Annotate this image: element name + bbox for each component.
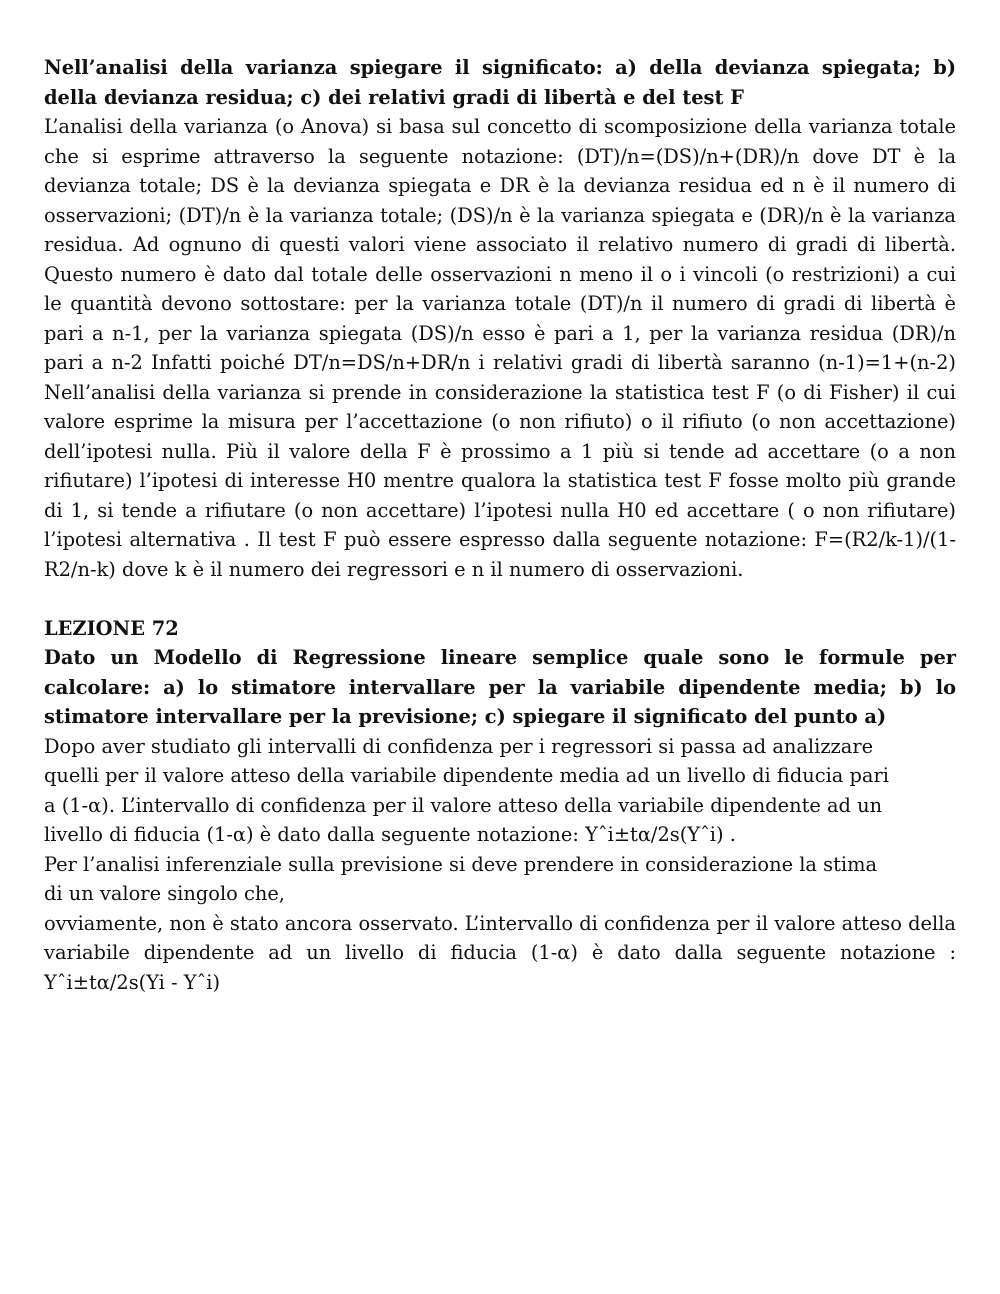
answer-line: a (1-α). L’intervallo di confidenza per il valore atteso della variabile dipendente ad un xyxy=(44,793,883,817)
question-heading-2: Dato un Modello di Regressione lineare semplice quale sono le formule per calcolare: a) lo stimatore intervallare per la variabile dipendente media; b) lo stimatore intervallare per la previsione; c) spiegare il significato del punto a) xyxy=(44,646,956,728)
answer-line: quelli per il valore atteso della variabile dipendente media ad un livello di fiducia pari xyxy=(44,764,889,787)
answer-line: Dopo aver studiato gli intervalli di confidenza per i regressori si passa ad analizzare xyxy=(44,734,874,758)
answer-paragraph: L’analisi della varianza (o Anova) si basa sul concetto di scomposizione della varianza totale che si esprime attraverso la seguente notazione: (DT)/n=(DS)/n+(DR)/n dove DT è la devianza totale; DS è la devianza spiegata e DR è la devianza residua ed n è il numero di osservazioni; (DT)/n è la varianza totale; (DS)/n è la varianza spiegata e (DR)/n è la varianza residua. Ad ognuno di questi valori viene associato il relativo numero di gradi di libertà. Questo numero è dato dal totale delle osservazioni n meno il o i vincoli (o restrizioni) a cui le quantità devono sottostare: per la varianza totale (DT)/n il numero di gradi di libertà è pari a n-1, per la varianza spiegata (DS)/n esso è pari a 1, per la varianza residua (DR)/n pari a n-2 Infatti poiché DT/n=DS/n+DR/n i relativi gradi di libertà saranno (n-1)=1+(n-2) Nell’analisi della varianza si prende in considerazione la statistica test F (o di Fisher) il cui valore esprime la misura per l’accettazione (o non rifiuto) o il rifiuto (o non accettazione) dell’ipotesi nulla. Più il valore della F è prossimo a 1 più si tende ad accettare (o a non rifiutare) l’ipotesi di interesse H0 mentre qualora la statistica test F fosse molto più grande di 1, si tende a rifiutare (o non accettare) l’ipotesi nulla H0 ed accettare ( o non rifiutare) l’ipotesi alternativa . Il test F può essere espresso dalla seguente notazione: F=(R2/k-1)/(1-R2/n-k) dove k è il numero dei regressori e n il numero di osservazioni. xyxy=(44,115,956,581)
lesson-heading: LEZIONE 72 xyxy=(44,616,179,640)
answer-paragraph-2: ovviamente, non è stato ancora osservato. L’intervallo di confidenza per il valore atteso della variabile dipendente ad un livello di fiducia (1-α) è dato dalla seguente notazione : Yˆi±tα/2s(Yi - Yˆi) xyxy=(44,911,956,994)
document-page xyxy=(44,53,956,997)
question-heading: Nell’analisi della varianza spiegare il significato: a) della devianza spiegata; b) della devianza residua; c) dei relativi gradi di libertà e del test F xyxy=(44,56,956,109)
answer-line: di un valore singolo che, xyxy=(44,882,285,905)
answer-line: livello di fiducia (1-α) è dato dalla seguente notazione: Yˆi±tα/2s(Yˆi) . xyxy=(44,823,736,846)
answer-line: Per l’analisi inferenziale sulla previsione si deve prendere in considerazione la stima xyxy=(44,852,878,876)
paragraph-spacer xyxy=(44,584,956,614)
